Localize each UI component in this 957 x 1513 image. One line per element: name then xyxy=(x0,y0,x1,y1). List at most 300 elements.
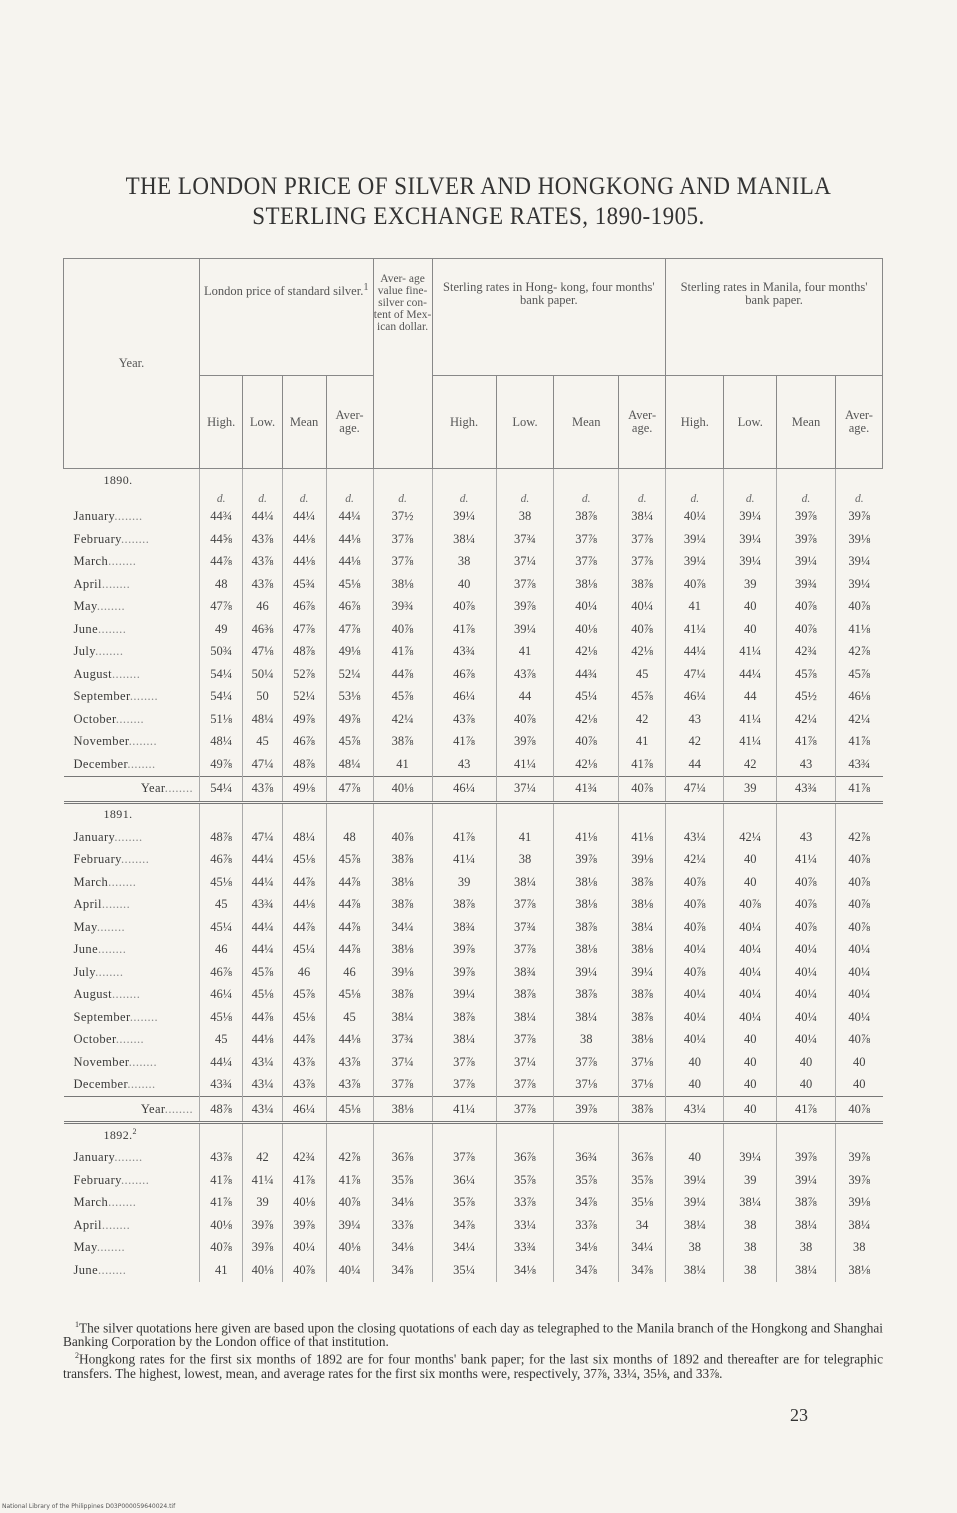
unit-cell: d. xyxy=(724,492,777,506)
empty-cell xyxy=(836,469,883,492)
month-name: February xyxy=(73,531,122,546)
table-cell: 38¼ xyxy=(432,528,496,551)
table-cell: 40⅞ xyxy=(776,916,835,939)
month-name: April xyxy=(73,897,102,912)
table-cell: 45¼ xyxy=(554,686,619,709)
unit-cell: d. xyxy=(200,492,243,506)
table-body xyxy=(64,469,883,1282)
table-cell: 40⅞ xyxy=(200,1237,243,1260)
table-cell: 35⅞ xyxy=(432,1192,496,1215)
table-cell: 51⅛ xyxy=(200,708,243,731)
table-cell: 40⅞ xyxy=(836,849,883,872)
table-cell: 45⅞ xyxy=(836,663,883,686)
table-cell: 42¼ xyxy=(724,826,777,849)
table-cell: 47⅞ xyxy=(326,618,373,641)
table-cell: 41⅞ xyxy=(432,731,496,754)
month-name: August xyxy=(73,666,113,681)
total-cell: 41⅞ xyxy=(776,1097,835,1123)
total-cell: 45⅛ xyxy=(326,1097,373,1123)
year-total-text: Year xyxy=(140,1101,165,1116)
table-cell: 38¼ xyxy=(666,1214,724,1237)
table-cell: 43 xyxy=(776,826,835,849)
hongkong-group-header: Sterling rates in Hong- kong, four months' bank paper. xyxy=(432,259,666,376)
empty-cell xyxy=(326,802,373,826)
table-cell: 43⅞ xyxy=(243,573,282,596)
table-cell: 34¼ xyxy=(373,916,432,939)
table-cell: 38¼ xyxy=(432,1029,496,1052)
table-cell: 37⅛ xyxy=(554,1074,619,1097)
leader-dots: ........ xyxy=(121,1172,150,1187)
empty-cell xyxy=(496,469,554,492)
table-cell: 46⅛ xyxy=(836,686,883,709)
table-cell: 34⅞ xyxy=(554,1192,619,1215)
table-cell: 40 xyxy=(666,1074,724,1097)
table-cell: 49⅞ xyxy=(282,708,326,731)
month-name: October xyxy=(73,711,116,726)
total-cell: 40 xyxy=(724,1097,777,1123)
table-cell: 43⅞ xyxy=(496,663,554,686)
month-name: July xyxy=(73,964,96,979)
month-name: December xyxy=(73,1077,128,1092)
table-cell: 41⅛ xyxy=(836,618,883,641)
table-cell: 45⅛ xyxy=(282,1006,326,1029)
empty-cell xyxy=(373,1123,432,1147)
table-cell: 39⅞ xyxy=(776,528,835,551)
table-cell: 38⅞ xyxy=(619,984,666,1007)
table-row xyxy=(64,618,883,641)
table-cell: 40 xyxy=(836,1051,883,1074)
empty-cell xyxy=(619,802,666,826)
table-cell: 40 xyxy=(724,1051,777,1074)
table-cell: 39⅞ xyxy=(432,939,496,962)
table-cell: 34⅞ xyxy=(619,1259,666,1282)
table-cell: 37⅞ xyxy=(496,939,554,962)
table-cell: 39⅞ xyxy=(496,596,554,619)
table-cell: 40⅞ xyxy=(836,894,883,917)
empty-cell xyxy=(200,802,243,826)
table-cell: 38⅞ xyxy=(619,573,666,596)
month-label xyxy=(64,1147,200,1170)
month-label xyxy=(64,961,200,984)
table-cell: 40¼ xyxy=(724,916,777,939)
table-cell: 41⅞ xyxy=(432,826,496,849)
total-cell: 43⅞ xyxy=(243,776,282,802)
table-cell: 46⅞ xyxy=(282,596,326,619)
table-cell: 40⅞ xyxy=(836,596,883,619)
leader-dots: ........ xyxy=(112,666,141,681)
table-cell: 38⅞ xyxy=(554,984,619,1007)
table-cell: 40¼ xyxy=(666,1006,724,1029)
total-cell: 48⅞ xyxy=(200,1097,243,1123)
total-cell: 40⅞ xyxy=(836,1097,883,1123)
table-cell: 39⅞ xyxy=(776,1147,835,1170)
title-line-1: THE LONDON PRICE OF SILVER AND HONGKONG AND MANILA xyxy=(125,173,832,200)
table-row xyxy=(64,1074,883,1097)
table-cell: 48 xyxy=(326,826,373,849)
table-row xyxy=(64,641,883,664)
table-cell: 52¼ xyxy=(282,686,326,709)
month-label xyxy=(64,1169,200,1192)
manila-low-header: Low. xyxy=(724,376,777,469)
unit-cell: d. xyxy=(432,492,496,506)
month-name: July xyxy=(73,644,96,659)
month-label xyxy=(64,573,200,596)
hongkong-high-header: High. xyxy=(432,376,496,469)
table-cell: 40 xyxy=(724,596,777,619)
page-number: 23 xyxy=(790,1405,808,1425)
table-cell: 36¾ xyxy=(554,1147,619,1170)
table-cell: 41⅞ xyxy=(373,641,432,664)
empty-cell xyxy=(554,1123,619,1147)
year-total-text: Year xyxy=(140,781,165,795)
table-cell: 41⅞ xyxy=(326,1169,373,1192)
footnote-1-text: The silver quotations here given are based upon the closing quotations of each day as telegraphed to the Manila branch of the Hongkong and Shanghai Banking Corporation by the London office of that institution. xyxy=(63,1320,883,1350)
table-cell: 47⅞ xyxy=(200,596,243,619)
table-cell: 47⅛ xyxy=(243,641,282,664)
leader-dots: ........ xyxy=(128,734,157,749)
table-cell: 47¼ xyxy=(243,826,282,849)
table-cell: 43⅞ xyxy=(326,1074,373,1097)
table-cell: 44¼ xyxy=(326,506,373,529)
table-cell: 46⅞ xyxy=(200,849,243,872)
leader-dots: ........ xyxy=(121,531,150,546)
table-row xyxy=(64,1237,883,1260)
leader-dots: ........ xyxy=(127,756,156,771)
table-cell: 37⅞ xyxy=(554,528,619,551)
table-cell: 38 xyxy=(776,1237,835,1260)
manila-group-header: Sterling rates in Manila, four months' bank paper. xyxy=(666,259,883,376)
total-cell: 38⅛ xyxy=(373,1097,432,1123)
table-cell: 37⅞ xyxy=(373,1074,432,1097)
table-cell: 46¼ xyxy=(200,984,243,1007)
table-cell: 46⅜ xyxy=(243,618,282,641)
table-cell: 44⅞ xyxy=(282,1029,326,1052)
london-header-footnote-mark: 1 xyxy=(363,282,369,293)
table-cell: 38⅛ xyxy=(554,939,619,962)
month-label xyxy=(64,916,200,939)
table-row xyxy=(64,573,883,596)
table-cell: 39⅛ xyxy=(836,1192,883,1215)
table-cell: 38 xyxy=(836,1237,883,1260)
table-cell: 41¼ xyxy=(496,753,554,776)
leader-dots: ........ xyxy=(112,987,141,1002)
year-footnote-mark: 2 xyxy=(132,1127,137,1137)
table-cell: 38⅛ xyxy=(554,573,619,596)
table-cell: 37⅞ xyxy=(432,1147,496,1170)
table-cell: 42 xyxy=(243,1147,282,1170)
table-cell: 35⅛ xyxy=(619,1192,666,1215)
table-cell: 43⅞ xyxy=(243,551,282,574)
month-name: January xyxy=(73,509,115,524)
table-cell: 41⅞ xyxy=(776,731,835,754)
table-cell: 43⅞ xyxy=(282,1074,326,1097)
unit-cell: d. xyxy=(373,492,432,506)
footnotes xyxy=(63,1318,883,1381)
table-cell: 43⅞ xyxy=(432,708,496,731)
manila-high-header: High. xyxy=(666,376,724,469)
table-cell: 52¼ xyxy=(326,663,373,686)
table-cell: 34⅛ xyxy=(373,1237,432,1260)
empty-cell xyxy=(243,802,282,826)
london-header-text: London price of standard silver. xyxy=(204,284,364,299)
table-cell: 37⅛ xyxy=(619,1051,666,1074)
table-cell: 52⅞ xyxy=(282,663,326,686)
table-cell: 48⅞ xyxy=(282,641,326,664)
leader-dots: ........ xyxy=(95,644,124,659)
table-cell: 44⅛ xyxy=(282,528,326,551)
table-cell: 40⅞ xyxy=(282,1259,326,1282)
table-cell: 42⅛ xyxy=(554,708,619,731)
table-row xyxy=(64,708,883,731)
month-name: April xyxy=(73,1217,102,1232)
table-cell: 38¼ xyxy=(619,916,666,939)
table-cell: 40⅞ xyxy=(666,573,724,596)
total-cell: 40⅞ xyxy=(619,776,666,802)
leader-dots: ........ xyxy=(96,919,126,934)
leader-dots: ........ xyxy=(114,1150,143,1165)
table-cell: 40⅞ xyxy=(776,596,835,619)
table-cell: 43⅞ xyxy=(200,1147,243,1170)
table-cell: 45 xyxy=(326,1006,373,1029)
table-cell: 38¼ xyxy=(666,1259,724,1282)
table-cell: 41 xyxy=(619,731,666,754)
table-cell: 46⅞ xyxy=(200,961,243,984)
table-cell: 36¼ xyxy=(432,1169,496,1192)
table-cell: 43 xyxy=(666,708,724,731)
footnote-1-mark: 1 xyxy=(75,1320,79,1329)
leader-dots: ........ xyxy=(121,852,150,867)
year-total-label xyxy=(64,1097,200,1123)
year-label-row xyxy=(64,802,883,826)
empty-cell xyxy=(326,469,373,492)
table-cell: 44¾ xyxy=(554,663,619,686)
month-label xyxy=(64,1259,200,1282)
total-cell: 47¼ xyxy=(666,776,724,802)
table-cell: 45⅞ xyxy=(326,731,373,754)
table-row xyxy=(64,894,883,917)
table-row xyxy=(64,753,883,776)
table-row xyxy=(64,1147,883,1170)
table-cell: 43¼ xyxy=(666,826,724,849)
leader-dots: ........ xyxy=(114,829,143,844)
table-cell: 42¼ xyxy=(666,849,724,872)
table-cell: 38 xyxy=(496,506,554,529)
table-cell: 38¼ xyxy=(776,1214,835,1237)
unit-cell: d. xyxy=(326,492,373,506)
table-row xyxy=(64,871,883,894)
table-cell: 44⅞ xyxy=(326,939,373,962)
table-cell: 39¼ xyxy=(836,573,883,596)
table-cell: 45 xyxy=(200,1029,243,1052)
table-cell: 45⅞ xyxy=(326,849,373,872)
table-cell: 44⅞ xyxy=(200,551,243,574)
table-row xyxy=(64,663,883,686)
table-cell: 38¼ xyxy=(724,1192,777,1215)
exchange-rates-table xyxy=(63,258,883,1282)
table-cell: 40⅞ xyxy=(619,618,666,641)
table-cell: 41¼ xyxy=(724,731,777,754)
empty-cell xyxy=(776,802,835,826)
table-cell: 40¼ xyxy=(666,506,724,529)
table-cell: 47⅞ xyxy=(282,618,326,641)
table-cell: 42 xyxy=(666,731,724,754)
total-cell: 41¼ xyxy=(432,1097,496,1123)
table-cell: 37½ xyxy=(373,506,432,529)
table-cell: 44⅞ xyxy=(282,871,326,894)
total-cell: 41⅞ xyxy=(836,776,883,802)
month-label xyxy=(64,641,200,664)
table-cell: 46 xyxy=(243,596,282,619)
table-cell: 50¼ xyxy=(243,663,282,686)
table-row xyxy=(64,596,883,619)
month-label xyxy=(64,826,200,849)
table-cell: 44¼ xyxy=(724,663,777,686)
table-cell: 44¼ xyxy=(243,506,282,529)
table-cell: 45 xyxy=(619,663,666,686)
month-label xyxy=(64,1237,200,1260)
empty-cell xyxy=(243,1123,282,1147)
month-label xyxy=(64,753,200,776)
table-cell: 47¼ xyxy=(666,663,724,686)
year-total-row xyxy=(64,1097,883,1123)
table-cell: 40¼ xyxy=(619,596,666,619)
table-cell: 38 xyxy=(666,1237,724,1260)
month-label xyxy=(64,1192,200,1215)
table-cell: 43⅞ xyxy=(243,528,282,551)
table-cell: 40¼ xyxy=(836,1006,883,1029)
table-cell: 46 xyxy=(200,939,243,962)
unit-cell: d. xyxy=(666,492,724,506)
table-cell: 45⅞ xyxy=(243,961,282,984)
table-cell: 37¼ xyxy=(373,1051,432,1074)
empty-cell xyxy=(496,1123,554,1147)
table-cell: 44¼ xyxy=(243,916,282,939)
table-row xyxy=(64,1029,883,1052)
table-cell: 38⅛ xyxy=(554,871,619,894)
london-group-header xyxy=(200,259,374,376)
unit-cell: d. xyxy=(776,492,835,506)
table-cell: 34⅛ xyxy=(554,1237,619,1260)
table-cell: 40¼ xyxy=(776,939,835,962)
month-name: September xyxy=(73,689,130,704)
table-cell: 38¼ xyxy=(496,871,554,894)
table-cell: 41 xyxy=(666,596,724,619)
table-cell: 46⅞ xyxy=(326,596,373,619)
table-cell: 44⅛ xyxy=(243,1029,282,1052)
table-cell: 42¼ xyxy=(776,708,835,731)
table-cell: 40 xyxy=(724,618,777,641)
table-cell: 53⅛ xyxy=(326,686,373,709)
table-cell: 39¼ xyxy=(666,528,724,551)
empty-cell xyxy=(776,469,835,492)
hongkong-average-header: Aver- age. xyxy=(619,376,666,469)
table-cell: 40¼ xyxy=(836,984,883,1007)
table-cell: 37⅞ xyxy=(432,1051,496,1074)
table-cell: 39⅛ xyxy=(836,528,883,551)
table-cell: 38⅛ xyxy=(373,573,432,596)
table-cell: 39⅞ xyxy=(243,1237,282,1260)
table-cell: 44¼ xyxy=(200,1051,243,1074)
table-cell: 46 xyxy=(282,961,326,984)
table-cell: 40¼ xyxy=(724,939,777,962)
table-cell: 42 xyxy=(619,708,666,731)
table-cell: 40¼ xyxy=(836,961,883,984)
empty-cell xyxy=(282,469,326,492)
exchange-table-container xyxy=(63,258,883,1308)
month-name: June xyxy=(73,621,99,636)
leader-dots: ........ xyxy=(164,781,193,795)
leader-dots: ........ xyxy=(128,1054,157,1069)
month-name: May xyxy=(73,919,97,934)
table-cell: 40¼ xyxy=(724,1006,777,1029)
month-name: November xyxy=(73,734,129,749)
london-high-header: High. xyxy=(200,376,243,469)
table-cell: 44¼ xyxy=(666,641,724,664)
table-cell: 38¼ xyxy=(776,1259,835,1282)
year-label xyxy=(64,469,200,492)
empty-cell xyxy=(724,1123,777,1147)
table-cell: 38⅞ xyxy=(373,984,432,1007)
empty-cell xyxy=(724,469,777,492)
london-mean-header: Mean xyxy=(282,376,326,469)
table-cell: 50 xyxy=(243,686,282,709)
table-cell: 54¼ xyxy=(200,663,243,686)
table-row xyxy=(64,731,883,754)
table-cell: 44¼ xyxy=(243,849,282,872)
table-cell: 46 xyxy=(326,961,373,984)
table-cell: 37¾ xyxy=(496,916,554,939)
library-stamp: National Library of the Philippines D03P000059640024.tif xyxy=(2,1503,176,1510)
table-cell: 39¾ xyxy=(776,573,835,596)
table-cell: 40⅞ xyxy=(836,1029,883,1052)
table-cell: 50¾ xyxy=(200,641,243,664)
table-cell: 44 xyxy=(724,686,777,709)
table-row xyxy=(64,1259,883,1282)
table-cell: 40⅞ xyxy=(836,916,883,939)
table-cell: 40⅛ xyxy=(200,1214,243,1237)
table-cell: 44 xyxy=(666,753,724,776)
leader-dots: ........ xyxy=(98,942,127,957)
table-cell: 40¼ xyxy=(666,939,724,962)
table-header xyxy=(64,259,883,469)
empty-cell xyxy=(776,1123,835,1147)
table-cell: 39¼ xyxy=(432,984,496,1007)
table-cell: 41¼ xyxy=(243,1169,282,1192)
unit-cell: d. xyxy=(836,492,883,506)
month-label xyxy=(64,1074,200,1097)
leader-dots: ........ xyxy=(96,599,126,614)
table-cell: 39⅛ xyxy=(619,849,666,872)
table-cell: 39 xyxy=(243,1192,282,1215)
month-label xyxy=(64,984,200,1007)
table-cell: 39¼ xyxy=(724,551,777,574)
month-label xyxy=(64,871,200,894)
table-cell: 39¼ xyxy=(776,1169,835,1192)
leader-dots: ........ xyxy=(115,711,145,726)
month-name: November xyxy=(73,1054,129,1069)
table-cell: 38⅞ xyxy=(432,1006,496,1029)
table-cell: 39¼ xyxy=(776,551,835,574)
table-row xyxy=(64,1214,883,1237)
table-cell: 38¼ xyxy=(496,1006,554,1029)
year-label-text: 1891. xyxy=(103,807,133,822)
empty-cell xyxy=(326,1123,373,1147)
table-cell: 41 xyxy=(373,753,432,776)
table-cell: 54¼ xyxy=(200,686,243,709)
month-name: October xyxy=(73,1032,116,1047)
leader-dots: ........ xyxy=(98,1262,127,1277)
table-cell: 48¼ xyxy=(243,708,282,731)
